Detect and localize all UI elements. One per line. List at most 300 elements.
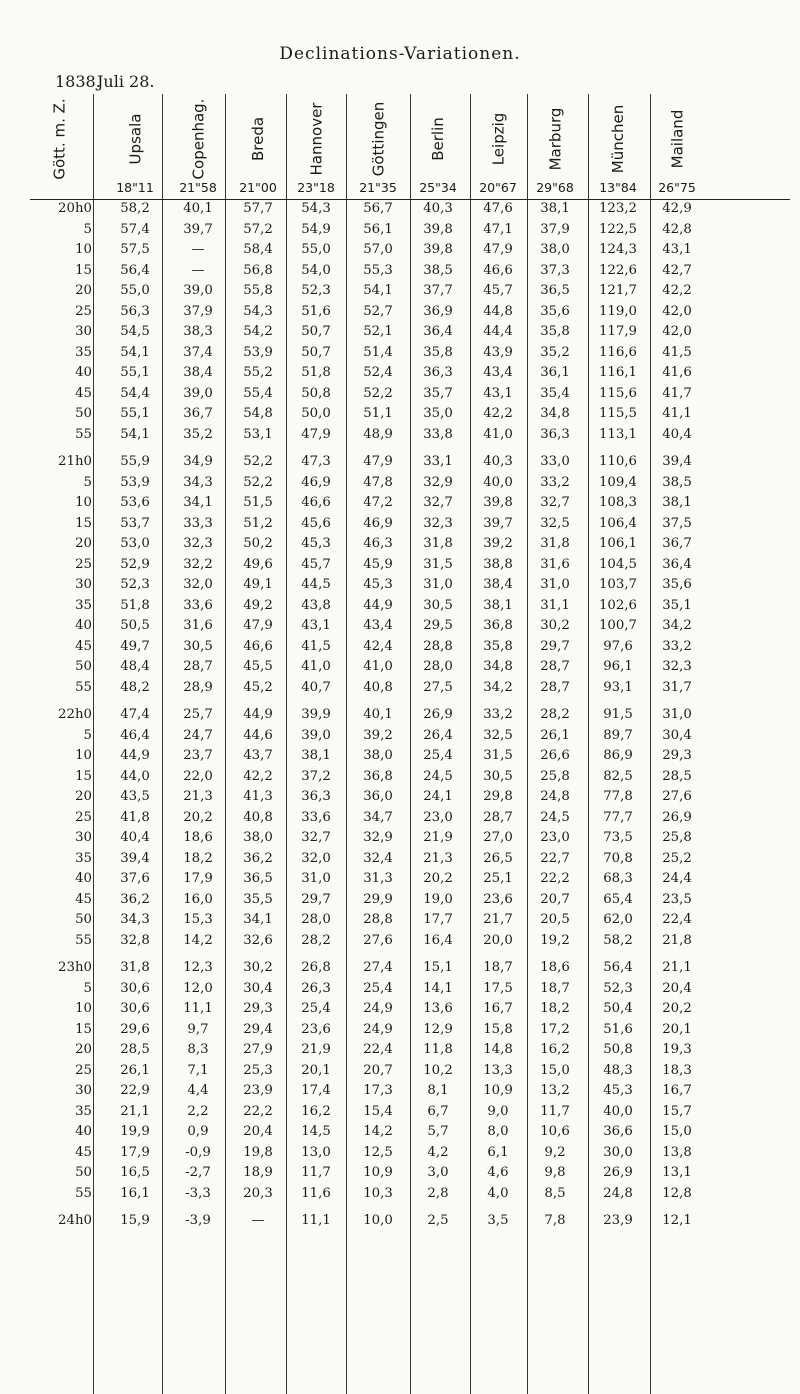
- value-cell: 45,5: [243, 659, 273, 674]
- value-cell: 53,7: [120, 515, 150, 531]
- table-row: [0, 981, 800, 1001]
- value-cell: 68,3: [603, 871, 633, 886]
- time-cell: 23h0: [58, 960, 92, 975]
- value-cell: 24,8: [540, 789, 570, 804]
- column-header-label: Göttingen: [369, 101, 387, 177]
- value-cell: 38,1: [301, 748, 331, 763]
- value-cell: 108,3: [598, 495, 638, 510]
- value-cell: 30,4: [243, 980, 273, 996]
- value-cell: 49,6: [243, 556, 273, 572]
- value-cell: 22,0: [183, 768, 213, 784]
- value-cell: 35,5: [243, 891, 273, 907]
- value-cell: 52,3: [301, 283, 331, 298]
- value-cell: 31,8: [120, 960, 150, 975]
- time-cell: 45: [75, 385, 92, 401]
- year: 1838.: [55, 72, 101, 91]
- value-cell: 31,3: [363, 871, 393, 886]
- time-cell: 5: [83, 980, 92, 996]
- value-cell: 13,6: [423, 1001, 453, 1016]
- value-cell: 15,3: [183, 912, 213, 927]
- value-cell: 25,1: [483, 871, 513, 886]
- value-cell: 52,3: [120, 577, 150, 592]
- value-cell: 28,2: [540, 707, 570, 722]
- value-cell: 116,1: [598, 365, 638, 380]
- value-cell: 2,2: [187, 1103, 209, 1119]
- value-cell: 123,2: [598, 201, 638, 216]
- value-cell: 20,5: [540, 912, 570, 927]
- value-cell: 23,0: [540, 830, 570, 845]
- value-cell: 14,8: [483, 1042, 513, 1057]
- table-row: [0, 536, 800, 556]
- value-cell: 24,1: [423, 789, 453, 804]
- value-cell: 17,4: [301, 1083, 331, 1098]
- value-cell: 32,7: [301, 830, 331, 845]
- value-cell: 23,6: [483, 891, 513, 907]
- value-cell: 15,0: [662, 1124, 692, 1139]
- value-cell: 26,8: [301, 960, 331, 975]
- table-row: [0, 639, 800, 659]
- value-cell: 46,6: [301, 495, 331, 510]
- table-row: [0, 406, 800, 426]
- value-cell: 38,1: [662, 495, 692, 510]
- column-subheader: 26"75: [658, 180, 696, 195]
- value-cell: 34,1: [183, 495, 213, 510]
- value-cell: 51,1: [363, 406, 393, 421]
- value-cell: 52,1: [363, 324, 393, 339]
- value-cell: 12,8: [662, 1185, 692, 1201]
- value-cell: 41,3: [243, 789, 273, 804]
- value-cell: 52,7: [363, 303, 393, 319]
- value-cell: 47,3: [301, 454, 331, 469]
- value-cell: 33,3: [183, 515, 213, 531]
- value-cell: 50,8: [301, 385, 331, 401]
- table-row: [0, 707, 800, 727]
- value-cell: 9,8: [544, 1165, 566, 1180]
- table-row: [0, 1083, 800, 1103]
- value-cell: 32,3: [423, 515, 453, 531]
- value-cell: 77,8: [603, 789, 633, 804]
- value-cell: 57,2: [243, 221, 273, 237]
- value-cell: 41,1: [662, 406, 692, 421]
- value-cell: 24,4: [662, 871, 692, 886]
- value-cell: 43,4: [363, 618, 393, 633]
- time-cell: 22h0: [58, 707, 92, 722]
- time-cell: 25: [75, 303, 92, 319]
- value-cell: 40,3: [483, 454, 513, 469]
- table-row: [0, 263, 800, 283]
- value-cell: 30,4: [662, 727, 692, 743]
- value-cell: 36,2: [120, 891, 150, 907]
- value-cell: 36,5: [540, 283, 570, 298]
- table-row: [0, 304, 800, 324]
- value-cell: 44,6: [243, 727, 273, 743]
- column-header: [286, 100, 346, 178]
- value-cell: 20,1: [301, 1062, 331, 1078]
- value-cell: 39,7: [183, 221, 213, 237]
- value-cell: 41,8: [120, 809, 150, 825]
- value-cell: 33,8: [423, 426, 453, 442]
- value-cell: 16,1: [120, 1185, 150, 1201]
- value-cell: 37,4: [183, 344, 213, 360]
- value-cell: 17,7: [423, 912, 453, 927]
- column-header: [228, 100, 288, 178]
- value-cell: 46,9: [301, 474, 331, 490]
- value-cell: 44,9: [120, 748, 150, 763]
- value-cell: 37,7: [423, 283, 453, 298]
- value-cell: 12,3: [183, 960, 213, 975]
- date: Juli 28.: [97, 72, 155, 91]
- value-cell: 33,2: [662, 638, 692, 654]
- value-cell: 34,9: [183, 454, 213, 469]
- table-row: [0, 748, 800, 768]
- value-cell: 17,2: [540, 1021, 570, 1037]
- value-cell: 29,8: [483, 789, 513, 804]
- value-cell: 51,8: [301, 365, 331, 380]
- value-cell: 62,0: [603, 912, 633, 927]
- value-cell: 12,5: [363, 1144, 393, 1160]
- value-cell: 18,7: [540, 980, 570, 996]
- value-cell: 38,4: [183, 365, 213, 380]
- value-cell: 26,1: [540, 727, 570, 743]
- value-cell: 4,4: [187, 1083, 209, 1098]
- time-cell: 30: [75, 577, 92, 592]
- value-cell: 31,0: [301, 871, 331, 886]
- value-cell: 82,5: [603, 768, 633, 784]
- value-cell: 15,4: [363, 1103, 393, 1119]
- value-cell: 55,8: [243, 283, 273, 298]
- value-cell: 37,9: [540, 221, 570, 237]
- value-cell: 22,2: [243, 1103, 273, 1119]
- table-row: [0, 933, 800, 953]
- value-cell: 30,2: [243, 960, 273, 975]
- value-cell: 42,7: [662, 262, 692, 278]
- value-cell: 41,0: [483, 426, 513, 442]
- value-cell: 33,6: [183, 597, 213, 613]
- value-cell: 56,7: [363, 201, 393, 216]
- value-cell: 40,3: [423, 201, 453, 216]
- value-cell: 58,2: [603, 932, 633, 948]
- value-cell: 45,3: [301, 536, 331, 551]
- table-row: [0, 386, 800, 406]
- column-subheader: 20"67: [479, 180, 517, 195]
- value-cell: 54,1: [363, 283, 393, 298]
- time-cell: 40: [75, 365, 92, 380]
- value-cell: 31,5: [423, 556, 453, 572]
- value-cell: 29,3: [662, 748, 692, 763]
- value-cell: 31,0: [662, 707, 692, 722]
- value-cell: 36,8: [483, 618, 513, 633]
- value-cell: 35,1: [662, 597, 692, 613]
- value-cell: 43,1: [483, 385, 513, 401]
- value-cell: 29,7: [301, 891, 331, 907]
- value-cell: 47,9: [483, 242, 513, 257]
- value-cell: 45,9: [363, 556, 393, 572]
- value-cell: 20,2: [662, 1001, 692, 1016]
- value-cell: 28,7: [540, 679, 570, 695]
- value-cell: 53,1: [243, 426, 273, 442]
- value-cell: 26,3: [301, 980, 331, 996]
- table-row: [0, 1165, 800, 1185]
- value-cell: 42,9: [662, 201, 692, 216]
- value-cell: 115,6: [598, 385, 638, 401]
- value-cell: 25,8: [540, 768, 570, 784]
- value-cell: 10,3: [363, 1185, 393, 1201]
- table-row: [0, 577, 800, 597]
- value-cell: 43,9: [483, 344, 513, 360]
- value-cell: 51,5: [243, 495, 273, 510]
- value-cell: 35,0: [423, 406, 453, 421]
- table-row: [0, 222, 800, 242]
- value-cell: 32,5: [540, 515, 570, 531]
- value-cell: 50,7: [301, 324, 331, 339]
- value-cell: 39,0: [301, 727, 331, 743]
- value-cell: 65,4: [603, 891, 633, 907]
- value-cell: 34,7: [363, 809, 393, 825]
- value-cell: 15,7: [662, 1103, 692, 1119]
- value-cell: 45,2: [243, 679, 273, 695]
- value-cell: 39,8: [483, 495, 513, 510]
- value-cell: 58,2: [120, 201, 150, 216]
- value-cell: 51,6: [301, 303, 331, 319]
- value-cell: 30,5: [483, 768, 513, 784]
- column-header: [408, 100, 468, 178]
- value-cell: 18,6: [183, 830, 213, 845]
- value-cell: 26,9: [662, 809, 692, 825]
- value-cell: 103,7: [598, 577, 638, 592]
- value-cell: 29,6: [120, 1021, 150, 1037]
- value-cell: 47,9: [243, 618, 273, 633]
- value-cell: 47,6: [483, 201, 513, 216]
- value-cell: 43,1: [662, 242, 692, 257]
- time-cell: 5: [83, 727, 92, 743]
- value-cell: 45,6: [301, 515, 331, 531]
- column-subheader: 18"11: [116, 180, 154, 195]
- time-cell: 55: [75, 426, 92, 442]
- value-cell: 26,1: [120, 1062, 150, 1078]
- value-cell: 36,7: [183, 406, 213, 421]
- value-cell: 38,4: [483, 577, 513, 592]
- value-cell: 25,4: [423, 748, 453, 763]
- value-cell: 44,9: [243, 707, 273, 722]
- value-cell: 124,3: [598, 242, 638, 257]
- time-cell: 15: [75, 262, 92, 278]
- value-cell: 51,2: [243, 515, 273, 531]
- value-cell: 37,6: [120, 871, 150, 886]
- value-cell: -2,7: [185, 1165, 211, 1180]
- value-cell: 96,1: [603, 659, 633, 674]
- column-header: [30, 100, 90, 178]
- column-header-label: Hannover: [307, 102, 325, 176]
- value-cell: 54,8: [243, 406, 273, 421]
- value-cell: 52,4: [363, 365, 393, 380]
- value-cell: 32,2: [183, 556, 213, 572]
- column-subheader: 21"58: [179, 180, 217, 195]
- value-cell: 42,8: [662, 221, 692, 237]
- value-cell: 40,0: [483, 474, 513, 490]
- value-cell: 89,7: [603, 727, 633, 743]
- column-header-label: Gött. m. Z.: [51, 98, 70, 180]
- value-cell: 19,8: [243, 1144, 273, 1160]
- value-cell: 35,6: [662, 577, 692, 592]
- time-cell: 10: [75, 495, 92, 510]
- value-cell: 39,2: [363, 727, 393, 743]
- value-cell: 28,7: [540, 659, 570, 674]
- value-cell: 27,6: [363, 932, 393, 948]
- value-cell: 20,1: [662, 1021, 692, 1037]
- value-cell: 50,4: [603, 1001, 633, 1016]
- value-cell: 7,1: [187, 1062, 209, 1078]
- value-cell: 26,5: [483, 850, 513, 866]
- value-cell: 38,0: [243, 830, 273, 845]
- value-cell: 49,2: [243, 597, 273, 613]
- table-row: [0, 427, 800, 447]
- value-cell: 41,0: [301, 659, 331, 674]
- table-row: [0, 1063, 800, 1083]
- table-row: [0, 871, 800, 891]
- value-cell: 38,3: [183, 324, 213, 339]
- value-cell: 20,0: [483, 932, 513, 948]
- table-row: [0, 598, 800, 618]
- value-cell: 11,1: [301, 1213, 331, 1228]
- value-cell: 28,7: [483, 809, 513, 825]
- value-cell: -3,3: [185, 1185, 211, 1201]
- value-cell: 31,5: [483, 748, 513, 763]
- value-cell: 34,1: [243, 912, 273, 927]
- value-cell: 36,3: [540, 426, 570, 442]
- value-cell: 57,0: [363, 242, 393, 257]
- value-cell: 42,0: [662, 324, 692, 339]
- value-cell: 31,6: [183, 618, 213, 633]
- value-cell: 27,0: [483, 830, 513, 845]
- value-cell: 36,3: [423, 365, 453, 380]
- time-cell: 5: [83, 474, 92, 490]
- value-cell: 50,2: [243, 536, 273, 551]
- value-cell: 117,9: [598, 324, 638, 339]
- value-cell: 106,1: [598, 536, 638, 551]
- value-cell: 35,6: [540, 303, 570, 319]
- value-cell: 42,4: [363, 638, 393, 654]
- value-cell: 55,1: [120, 406, 150, 421]
- value-cell: 21,7: [483, 912, 513, 927]
- value-cell: 45,7: [301, 556, 331, 572]
- value-cell: 34,2: [662, 618, 692, 633]
- value-cell: 70,8: [603, 850, 633, 866]
- value-cell: 37,3: [540, 262, 570, 278]
- value-cell: 13,3: [483, 1062, 513, 1078]
- table-row: [0, 324, 800, 344]
- value-cell: 18,6: [540, 960, 570, 975]
- value-cell: 3,0: [427, 1165, 449, 1180]
- value-cell: 34,8: [483, 659, 513, 674]
- value-cell: 23,6: [301, 1021, 331, 1037]
- table-row: [0, 1213, 800, 1233]
- value-cell: 15,0: [540, 1062, 570, 1078]
- value-cell: 54,1: [120, 426, 150, 442]
- table-row: [0, 1042, 800, 1062]
- value-cell: 32,5: [483, 727, 513, 743]
- value-cell: 23,5: [662, 891, 692, 907]
- value-cell: 36,9: [423, 303, 453, 319]
- time-cell: 25: [75, 556, 92, 572]
- column-subheader: 23"18: [297, 180, 335, 195]
- time-cell: 35: [75, 1103, 92, 1119]
- value-cell: 51,8: [120, 597, 150, 613]
- value-cell: 31,7: [662, 679, 692, 695]
- time-cell: 35: [75, 850, 92, 866]
- value-cell: 19,2: [540, 932, 570, 948]
- column-header-label: Berlin: [429, 117, 447, 161]
- value-cell: 86,9: [603, 748, 633, 763]
- value-cell: 27,9: [243, 1042, 273, 1057]
- value-cell: 115,5: [598, 406, 638, 421]
- value-cell: 56,8: [243, 262, 273, 278]
- value-cell: 58,4: [243, 242, 273, 257]
- value-cell: 4,6: [487, 1165, 509, 1180]
- value-cell: 100,7: [598, 618, 638, 633]
- value-cell: 22,2: [540, 871, 570, 886]
- value-cell: 30,0: [603, 1144, 633, 1160]
- table-row: [0, 728, 800, 748]
- value-cell: 43,8: [301, 597, 331, 613]
- value-cell: 16,7: [483, 1001, 513, 1016]
- time-cell: 35: [75, 597, 92, 613]
- value-cell: 18,2: [183, 850, 213, 866]
- value-cell: 16,7: [662, 1083, 692, 1098]
- column-subheader: 25"34: [419, 180, 457, 195]
- value-cell: 39,4: [662, 454, 692, 469]
- value-cell: 46,4: [120, 727, 150, 743]
- value-cell: 24,9: [363, 1021, 393, 1037]
- table-row: [0, 242, 800, 262]
- column-header-label: Leipzig: [488, 112, 507, 166]
- value-cell: 32,0: [301, 850, 331, 866]
- time-cell: 20: [75, 283, 92, 298]
- value-cell: 13,8: [662, 1144, 692, 1160]
- value-cell: 57,7: [243, 201, 273, 216]
- table-row: [0, 1001, 800, 1021]
- value-cell: 26,4: [423, 727, 453, 743]
- value-cell: 36,4: [662, 556, 692, 572]
- value-cell: 36,0: [363, 789, 393, 804]
- value-cell: 17,5: [483, 980, 513, 996]
- value-cell: 47,2: [363, 495, 393, 510]
- time-cell: 35: [75, 344, 92, 360]
- value-cell: 8,0: [487, 1124, 509, 1139]
- time-cell: 45: [75, 1144, 92, 1160]
- column-header: [348, 100, 408, 178]
- value-cell: 21,9: [423, 830, 453, 845]
- table-row: [0, 769, 800, 789]
- value-cell: 28,8: [423, 638, 453, 654]
- value-cell: 56,4: [603, 960, 633, 975]
- time-cell: 25: [75, 1062, 92, 1078]
- value-cell: 55,9: [120, 454, 150, 469]
- table-row: [0, 1145, 800, 1165]
- value-cell: 54,0: [301, 262, 331, 278]
- value-cell: -0,9: [185, 1144, 211, 1160]
- value-cell: 39,4: [120, 850, 150, 866]
- value-cell: 28,8: [363, 912, 393, 927]
- value-cell: 44,9: [363, 597, 393, 613]
- value-cell: 38,8: [483, 556, 513, 572]
- value-cell: 36,7: [662, 536, 692, 551]
- value-cell: 3,5: [487, 1213, 509, 1228]
- table-row: [0, 495, 800, 515]
- table-row: [0, 618, 800, 638]
- value-cell: 7,8: [544, 1213, 566, 1228]
- value-cell: 14,2: [363, 1124, 393, 1139]
- value-cell: 21,1: [662, 960, 692, 975]
